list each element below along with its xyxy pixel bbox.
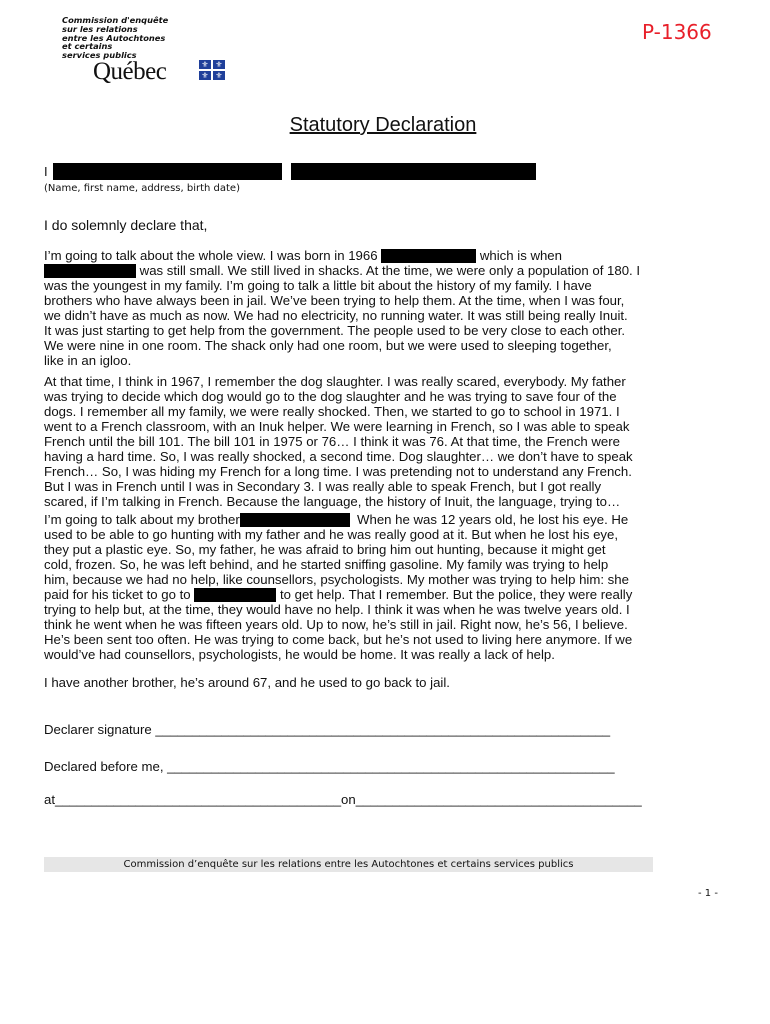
redaction [44,264,136,278]
text-segment: I’m going to talk about the whole view. I was born in 1966 [44,248,382,263]
text-line [44,449,633,464]
text-line [44,338,640,353]
logo-line: entre les Autochtones [62,32,166,43]
text-segment: scared, if I’m talking in French. Because the language, the history of Inuit, the language, trying to… [44,494,621,509]
logo-line: Commission d'enquête [62,15,169,25]
redaction [194,588,276,602]
logo-line: sur les relations [62,23,138,34]
redaction [240,513,350,527]
text-line [44,293,640,308]
text-line [44,572,632,587]
text-segment: would’ve had counsellors, psychologists, he would be home. It was really a lack of help. [44,647,555,662]
redaction [381,249,476,263]
text-line [44,404,633,419]
logo-line: services publics [62,50,137,61]
logo-line: et certains [62,41,113,52]
text-line [44,602,632,617]
text-segment: was trying to decide which dog would go to the dog slaughter and he was trying to save four of the [44,389,617,404]
text-line [44,587,632,602]
text-segment: went to a French classroom, with an Inuk helper. We were learning in French, so I was able to speak [44,419,630,434]
paragraph [44,374,633,509]
text-segment: which is when [476,248,562,263]
text-segment: But I was in French until I was in Secondary 3. I was really able to speak French, but I got really [44,479,602,494]
text-segment: brothers who have always been in jail. We’ve been trying to help them. At the time, when I was four, [44,293,625,308]
paragraph [44,675,450,690]
text-segment: It was just starting to get help from the government. The people used to be very close to each other. [44,323,626,338]
text-segment: like in an igloo. [44,353,132,368]
text-segment: trying to help but, at the time, they would have no help. I think it was when he was twelve years old. I [44,602,630,617]
text-segment: was the youngest in my family. I’m going to talk a little bit about the history of my family. I have [44,278,592,293]
text-line [44,647,632,662]
text-segment: to get help. That I remember. But the police, they were really [276,587,633,602]
logo-text [62,16,168,60]
place-date-line: at_______________________________________on_______________________________________ [44,792,642,807]
text-segment: used to be able to go hunting with my father and he was really good at it. But when he lost his eye, [44,527,619,542]
text-line [44,542,632,557]
text-segment: cold, frozen. So, he was left behind, and he started sniffing gasoline. My family was trying to help [44,557,609,572]
text-segment: I’m going to talk about my brother [44,512,240,527]
declared-before-line: Declared before me, _____________________________________________________________ [44,759,615,774]
text-segment: He’s been sent too often. He was trying to come back, but he’s not used to living here anymore. If we [44,632,633,647]
text-segment: At that time, I think in 1967, I remember the dog slaughter. I was really scared, everybody. My father [44,374,626,389]
text-line [44,675,450,690]
paragraph [44,248,640,368]
quebec-flag-icon: ⚜ ⚜ ⚜ ⚜ [199,60,227,80]
text-line [44,527,632,542]
text-segment: French… So, I was hiding my French for a long time. I was pretending not to understand any French. [44,464,632,479]
text-segment: having a hard time. So, I was really shocked, a second time. Dog slaughter… we don’t have to speak [44,449,633,464]
text-line [44,278,640,293]
text-segment: We were nine in one room. The shack only had one room, but we were used to sleeping together, [44,338,612,353]
text-segment: they put a plastic eye. So, my father, he was afraid to bring him out hunting, because it might get [44,542,606,557]
text-line [44,248,640,263]
text-line [44,434,633,449]
page-number: - 1 - [698,888,718,899]
intro-text: I do solemnly declare that, [44,217,208,233]
text-line [44,494,633,509]
text-segment: I have another brother, he’s around 67, and he used to go back to jail. [44,675,450,690]
text-segment: paid for his ticket to go to [44,587,195,602]
text-line [44,323,640,338]
quebec-wordmark: Québec [93,58,167,85]
text-line [44,557,632,572]
text-line [44,353,640,368]
text-segment: French until the bill 101. The bill 101 in 1975 or 76… I think it was 76. At that time, the French were [44,434,620,449]
text-line [44,374,633,389]
text-segment: think he went when he was fifteen years old. Up to now, he’s still in jail. Right now, he’s 56, I believe. [44,617,628,632]
exhibit-number: P-1366 [642,20,712,44]
text-line [44,308,640,323]
page-title: Statutory Declaration [289,114,477,136]
text-segment: dogs. I remember all my family, we were really shocked. Then, we started to go to school in 1971. I [44,404,620,419]
text-line [44,617,632,632]
declarer-signature-line: Declarer signature ______________________________________________________________ [44,722,611,737]
text-line [44,632,632,647]
paragraph [44,512,632,662]
redaction-name [53,163,282,180]
text-segment: was still small. We still lived in shacks. At the time, we were only a population of 180. I [136,263,641,278]
text-segment: When he was 12 years old, he lost his eye. He [349,512,629,527]
declarant-hint: (Name, first name, address, birth date) [44,183,240,194]
text-line [44,389,633,404]
redaction-address [291,163,536,180]
text-line [44,419,633,434]
text-line [44,263,640,278]
declarant-prefix: I [44,164,48,179]
footer-banner: Commission d’enquête sur les relations entre les Autochtones et certains services publics [44,857,653,872]
text-line [44,479,633,494]
text-line [44,512,632,527]
text-segment: we didn’t have as much as now. We had no electricity, no running water. It was still being really Inuit. [44,308,628,323]
text-segment: him, because we had no help, like counsellors, psychologists. My mother was trying to help him: she [44,572,629,587]
text-line [44,464,633,479]
